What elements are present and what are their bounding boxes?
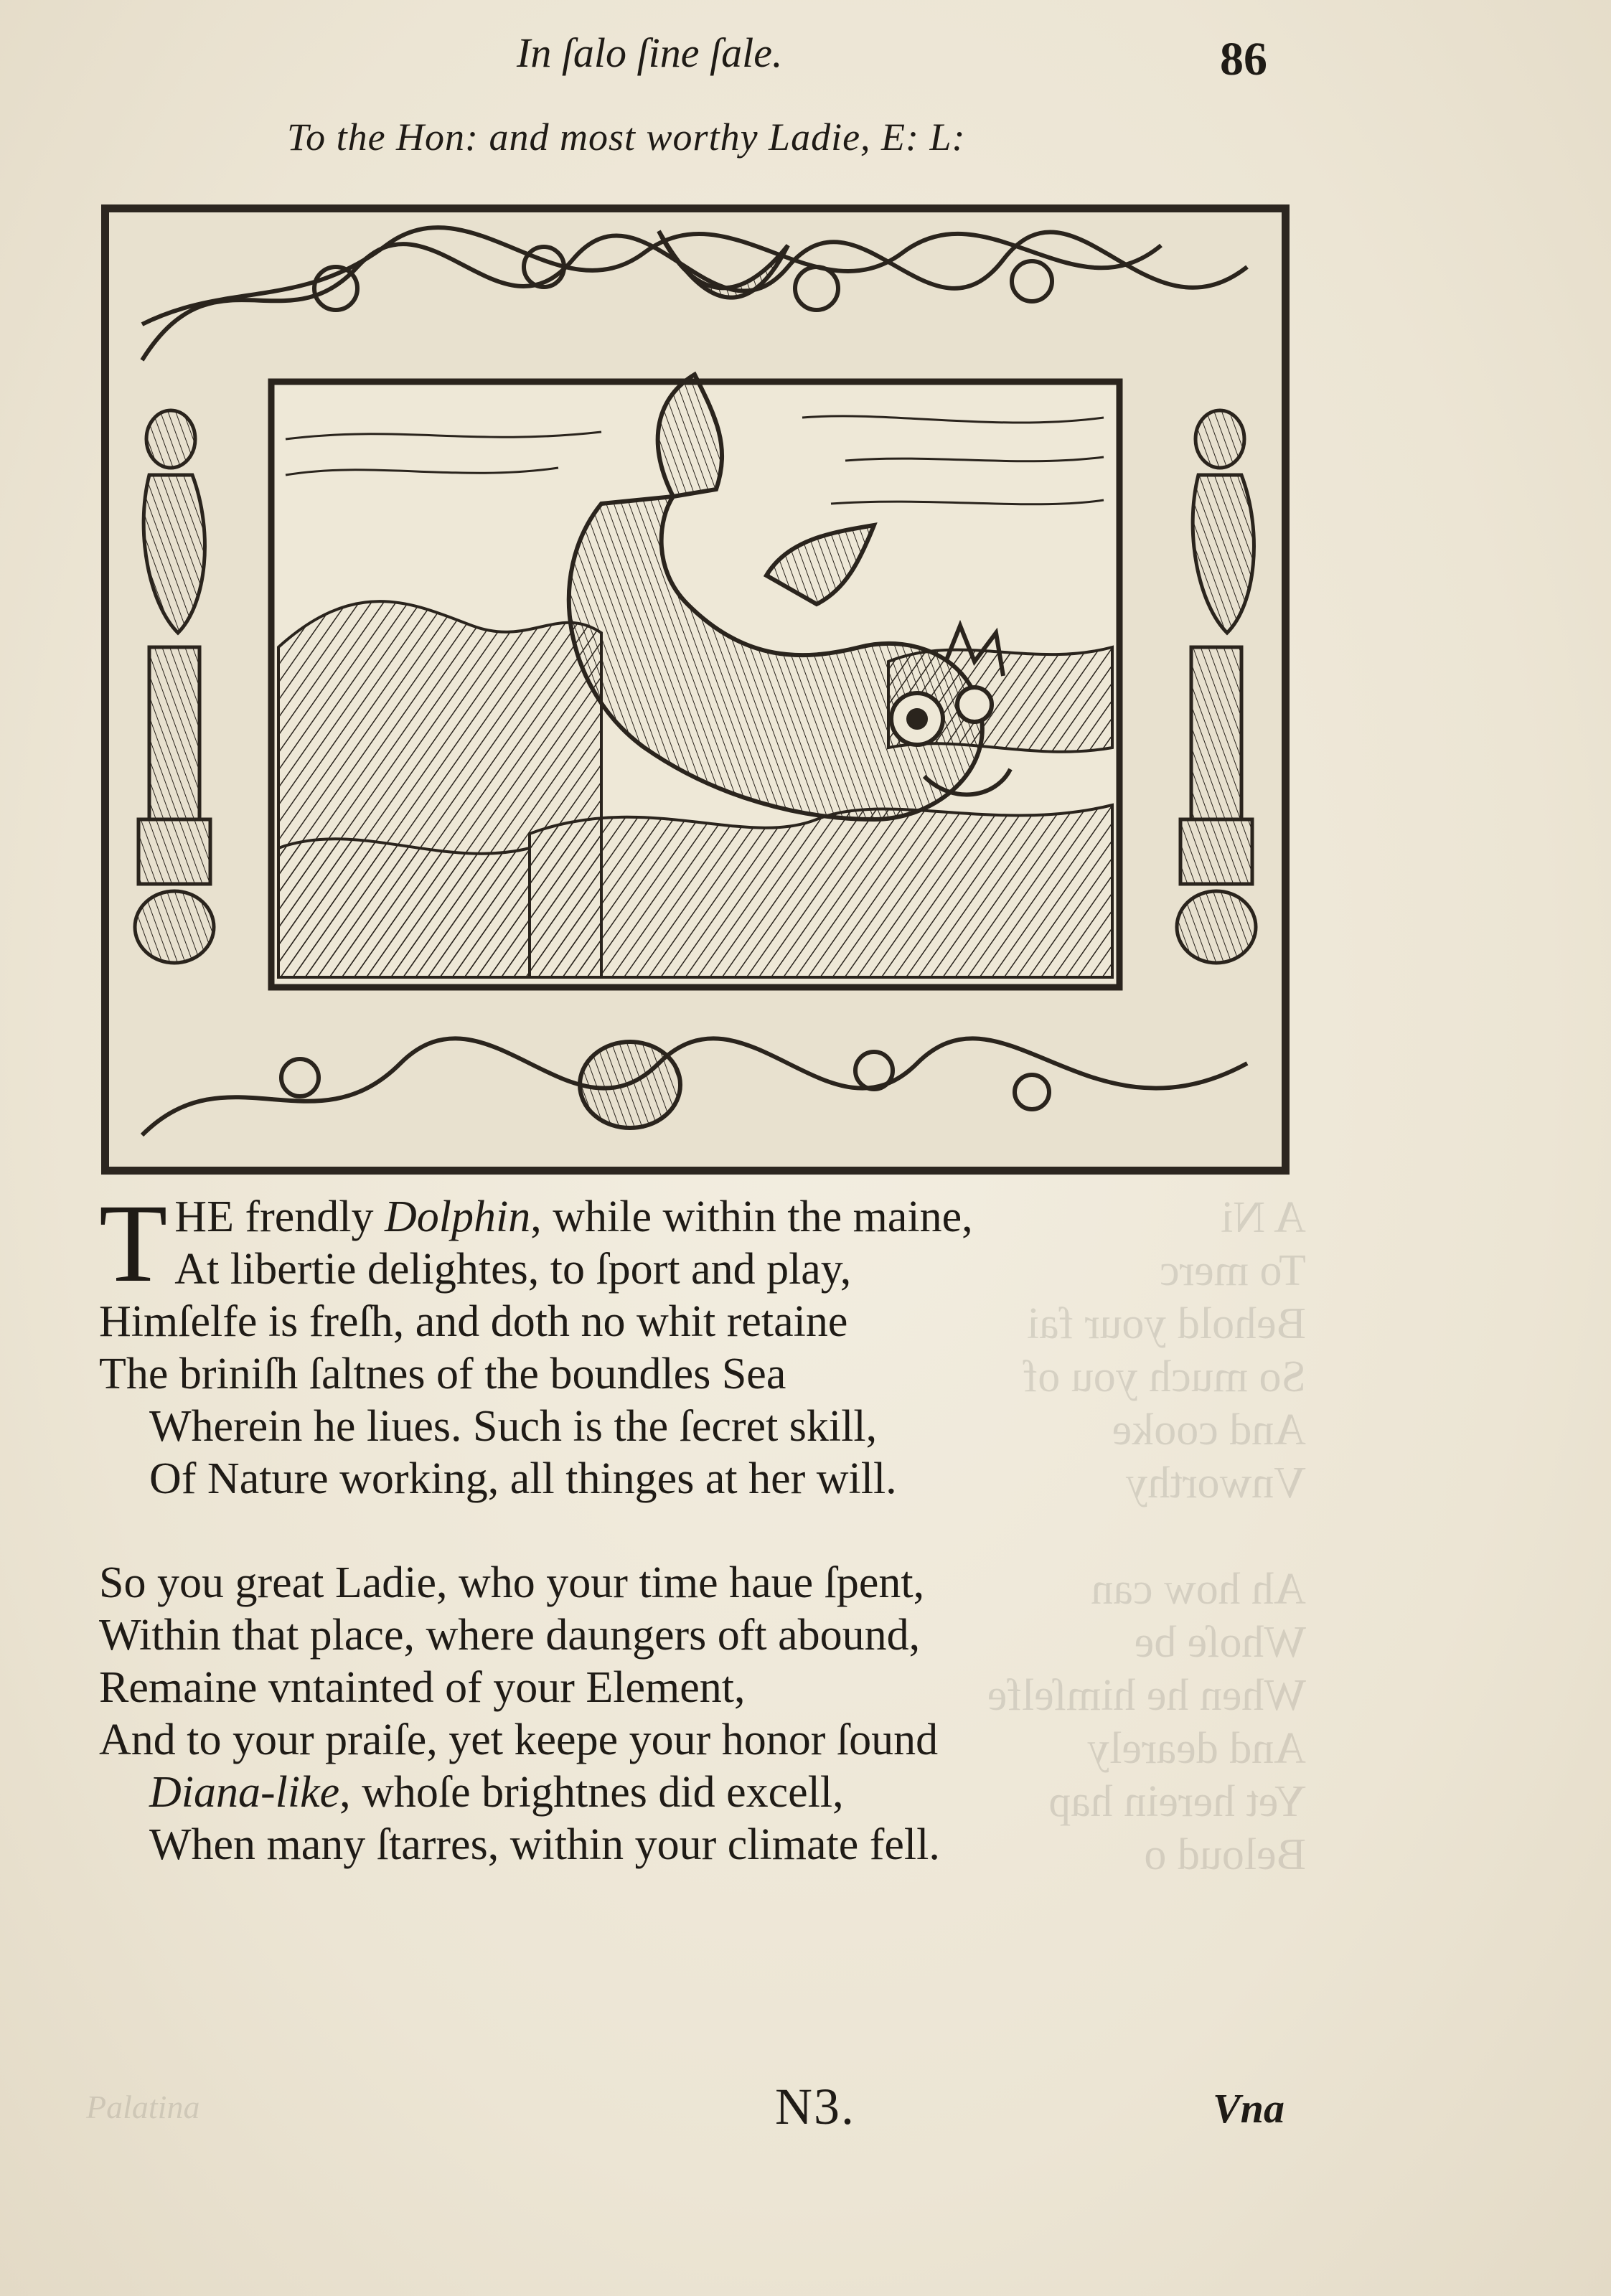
stanza-two (99, 1557, 1175, 1871)
stanza-one (99, 1181, 1175, 1505)
dolphin-woodcut (99, 202, 1292, 1177)
drop-capital: T (99, 1181, 168, 1305)
verse-line: Of Nature working, all thinges at her will. (149, 1454, 897, 1503)
running-header-motto: In ſalo ſine ſale. (517, 29, 783, 76)
catchword: Vna (1213, 2085, 1284, 2132)
verse-line: So you great Ladie, who your time haue ſpent, (99, 1558, 925, 1607)
verse-line: And to your praiſe, yet keepe your honor ſound (99, 1716, 939, 1764)
library-stamp: Palatina (86, 2089, 200, 2125)
verse-line: Remaine vntainted of your Element, (99, 1663, 746, 1712)
verse-line: Himſelfe is freſh, and doth no whit retaine (99, 1297, 848, 1346)
bleed-through-text: A Ni To merc Behold your fai So much you of And cooke Vnworthy Ah how can Whoſe be When he himſelfe And dearely Yet herein hap Beloud o (987, 1193, 1306, 1879)
verse-line: Wherein he liues. Such is the ſecret skill, (149, 1402, 878, 1451)
page-number: 86 (1220, 33, 1267, 85)
signature-mark: N3. (775, 2078, 855, 2135)
verse-line: When many ſtarres, within your climate fell. (149, 1820, 940, 1869)
verse-line: Within that place, where daungers oft abound, (99, 1611, 921, 1660)
dedication-heading: To the Hon: and most worthy Ladie, E: L: (287, 116, 966, 159)
verse-line: The briniſh ſaltnes of the boundles Sea (99, 1350, 786, 1398)
verse-line: HE frendly Dolphin, while within the maine, (174, 1192, 973, 1241)
verse-line: Diana-like, whoſe brightnes did excell, (149, 1768, 844, 1817)
verse-line: At libertie delightes, to ſport and play, (174, 1245, 852, 1294)
